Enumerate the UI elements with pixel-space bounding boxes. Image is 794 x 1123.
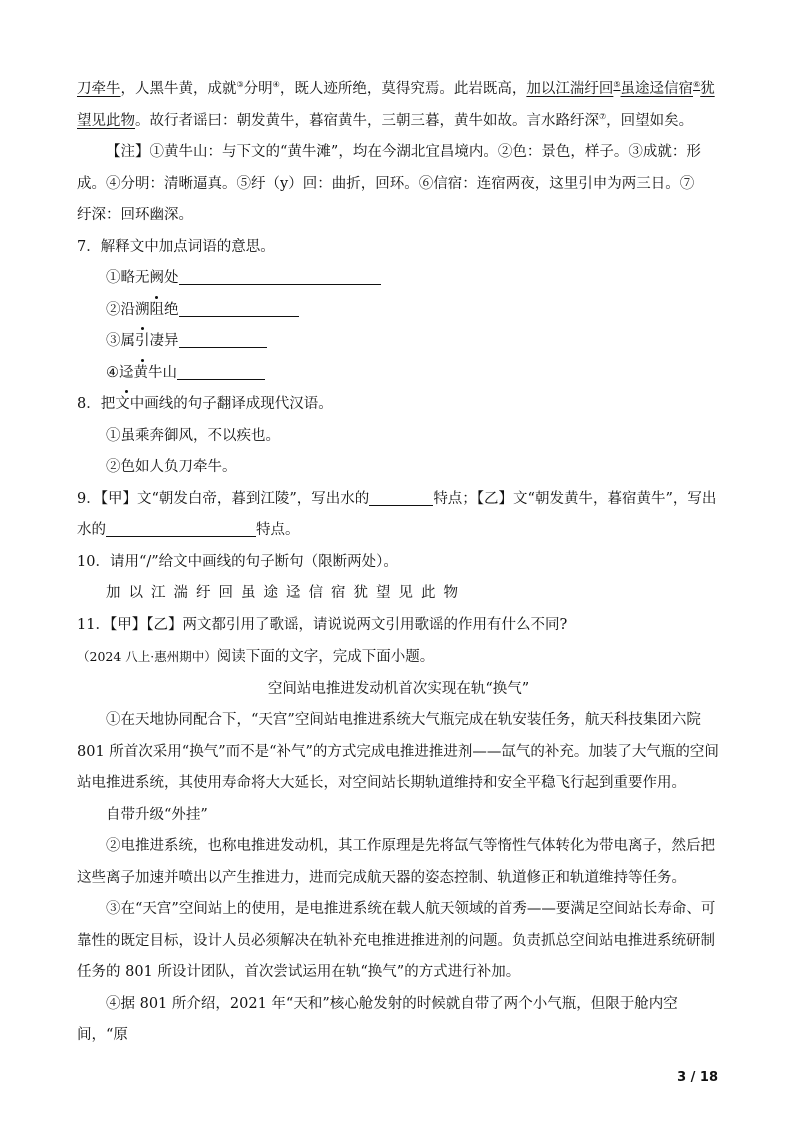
passage-line-1 bbox=[77, 74, 720, 106]
underlined-sentence: 望见此物 bbox=[77, 112, 135, 129]
section-instruction: 阅读下面的文字，完成下面小题。 bbox=[216, 649, 435, 665]
article-paragraph-3-cont: 任务的 801 所设计团队，首次尝试运用在轨“换气”的方式进行补加。 bbox=[77, 964, 521, 980]
q7-item-3 bbox=[77, 326, 720, 358]
page-content bbox=[77, 74, 720, 1052]
article-paragraph-3: ③在“天宫”空间站上的使用，是电推进系统在载人航天领域的首秀——要满足空间站长寿命、可 bbox=[106, 901, 716, 917]
passage-text: ，既人迹所绝，莫得究焉。此岩既高， bbox=[279, 81, 527, 97]
passage-line-2 bbox=[77, 106, 720, 138]
q8-sentence-2: ②色如人负刀牵牛。 bbox=[106, 459, 237, 475]
question-9-line-2 bbox=[77, 515, 720, 547]
question-8-stem: 8．把文中画线的句子翻译成现代汉语。 bbox=[77, 396, 333, 412]
q10-sentence: 加以江湍纡回虽途迳信宿犹望见此物 bbox=[106, 585, 466, 601]
q7-item-4 bbox=[77, 358, 720, 390]
note-line-3: 纡深：回环幽深。 bbox=[77, 207, 193, 223]
q7-text: 黄牛山 bbox=[133, 364, 177, 381]
underlined-sentence: 虽途迳信宿 bbox=[620, 81, 694, 97]
article-paragraph-1-cont: 站电推进系统，其使用寿命将大大延长，对空间站长期轨道维持和安全平稳飞行起到重要作用。 bbox=[77, 775, 686, 791]
article-paragraph-2-cont: 这些离子加速并喷出以产生推进力，进而完成航天器的姿态控制、轨道修正和轨道维持等任务。 bbox=[77, 869, 686, 886]
q7-text: ③属 bbox=[106, 333, 135, 349]
q7-text: 阻绝 bbox=[149, 301, 179, 318]
underlined-sentence: 犹 bbox=[700, 81, 715, 97]
page-number: 3 / 18 bbox=[677, 1070, 718, 1085]
article-paragraph-1-cont: 801 所首次采用“换气”而不是“补气”的方式完成电推进推进剂——氙气的补充。加装了大气瓶的空间 bbox=[77, 743, 719, 760]
dotted-word: 迳 bbox=[119, 358, 134, 390]
dotted-word: 阙 bbox=[150, 263, 165, 295]
answer-blank[interactable] bbox=[177, 361, 265, 380]
q7-text: ④ bbox=[106, 364, 119, 381]
passage-text: 分明 bbox=[243, 81, 273, 97]
dotted-word: 溯 bbox=[135, 295, 150, 327]
footnote-mark: ⑥ bbox=[693, 80, 701, 90]
answer-blank[interactable] bbox=[179, 298, 299, 317]
answer-blank[interactable] bbox=[179, 329, 267, 348]
article-paragraph-4: ④据 801 所介绍，2021 年“天和”核心舱发射的时候就自带了两个小气瓶，但限于舱内空间，“原 bbox=[77, 995, 678, 1043]
q7-item-1 bbox=[77, 263, 720, 295]
passage-text: ，人黑牛黄，成就 bbox=[120, 81, 237, 97]
q9-text: 水的 bbox=[77, 522, 106, 538]
article-subtitle: 自带升级“外挂” bbox=[106, 806, 208, 823]
q9-text: 特点；【乙】文“朝发黄牛，暮宿黄牛”，写出 bbox=[433, 490, 717, 507]
question-10-stem: 10．请用“/”给文中画线的句子断句（限断两处）。 bbox=[77, 553, 398, 570]
q7-text: 凄异 bbox=[149, 333, 179, 349]
q7-text: ②沿 bbox=[106, 301, 135, 318]
q7-text: 处 bbox=[164, 270, 179, 286]
question-source: （2024 八上·惠州期中） bbox=[77, 649, 217, 664]
note-line-2: 成。④分明：清晰逼真。⑤纡（y）回：曲折，回环。⑥信宿：连宿两夜，这里引申为两三日。⑦ bbox=[77, 175, 695, 192]
answer-blank[interactable] bbox=[369, 487, 433, 506]
q7-item-2 bbox=[77, 295, 720, 327]
answer-blank[interactable] bbox=[179, 266, 381, 285]
q8-sentence-1: ①虽乘奔御风，不以疾也。 bbox=[106, 427, 280, 444]
answer-blank[interactable] bbox=[106, 518, 256, 537]
note-line-1: 【注】①黄牛山：与下文的“黄牛滩”，均在今湖北宜昌境内。②色：景色，样子。③成就：形 bbox=[106, 144, 701, 160]
article-paragraph-2: ②电推进系统，也称电推进发动机，其工作原理是先将氙气等惰性气体转化为带电离子，然后把 bbox=[106, 838, 715, 854]
section-intro bbox=[77, 641, 720, 674]
article-paragraph-3-cont: 靠性的既定目标，设计人员必须解决在轨补充电推进推进剂的问题。负责抓总空间站电推进系统研制 bbox=[77, 932, 715, 949]
footnote-mark: ⑤ bbox=[613, 80, 621, 90]
footnote-mark: ⑦ bbox=[599, 111, 607, 121]
underlined-sentence: 加以江湍纡回 bbox=[526, 81, 614, 97]
footnote-mark: ③ bbox=[236, 80, 244, 90]
passage-text: ，回望如矣。 bbox=[606, 112, 694, 129]
q7-text: ①略无 bbox=[106, 270, 150, 286]
article-paragraph-1: ①在天地协同配合下，“天宫”空间站电推进系统大气瓶完成在轨安装任务，航天科技集团六院 bbox=[106, 712, 701, 728]
q9-text: 特点。 bbox=[256, 522, 300, 538]
article-title: 空间站电推进发动机首次实现在轨“换气” bbox=[267, 680, 530, 697]
dotted-word: 引 bbox=[135, 326, 150, 358]
underlined-text: 刀牵牛 bbox=[77, 81, 121, 97]
question-11-stem: 11．【甲】【乙】两文都引用了歌谣，请说说两文引用歌谣的作用有什么不同? bbox=[77, 616, 568, 633]
footnote-mark: ④ bbox=[272, 80, 280, 90]
q9-text: 9．【甲】文“朝发白帝，暮到江陵”，写出水的 bbox=[77, 490, 370, 507]
question-9-line-1 bbox=[77, 484, 720, 516]
passage-text: 。故行者谣曰：朝发黄牛，暮宿黄牛，三朝三暮，黄牛如故。言水路纡深 bbox=[135, 112, 599, 129]
question-7-stem: 7．解释文中加点词语的意思。 bbox=[77, 238, 275, 255]
